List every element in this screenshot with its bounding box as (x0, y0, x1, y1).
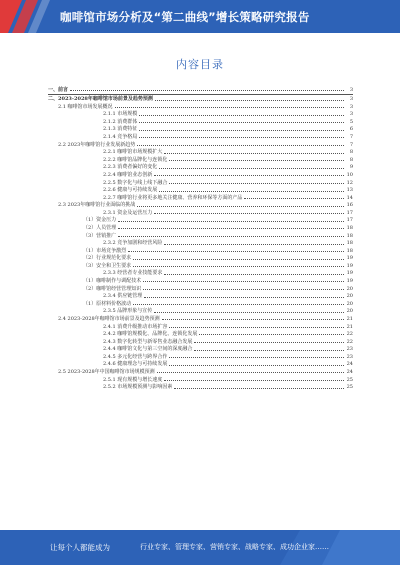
toc-entry-label: 2.1 咖啡馆市场发展概况 (58, 103, 113, 110)
toc-entry[interactable] (48, 352, 353, 360)
toc-entry-page: 12 (346, 179, 353, 186)
toc-leader-dots (194, 342, 344, 343)
toc-leader-dots (169, 327, 344, 328)
toc-entry-page: 14 (346, 194, 353, 201)
toc-leader-dots (133, 304, 344, 305)
toc-entry-label: 2.2.6 健康与可持续发展 (103, 187, 158, 194)
table-of-contents (48, 85, 353, 390)
toc-leader-dots (159, 168, 344, 169)
toc-entry-label: 2.4.6 健康理念与可持续发展 (103, 361, 168, 368)
toc-entry-page: 21 (346, 315, 353, 322)
toc-entry-page: 18 (346, 232, 353, 239)
toc-entry-label: 2.5.2 市场规模预测与影响因素 (103, 384, 173, 391)
toc-entry[interactable] (48, 148, 353, 156)
toc-leader-dots (164, 274, 344, 275)
toc-entry[interactable] (48, 314, 353, 322)
toc-entry-label: （1）资金压力 (83, 217, 117, 224)
toc-heading: 内容目录 (176, 58, 224, 71)
toc-entry[interactable] (48, 284, 353, 292)
toc-entry-page: 19 (346, 278, 353, 285)
toc-entry[interactable] (48, 292, 353, 300)
toc-entry-page: 25 (346, 376, 353, 383)
toc-entry-page: 7 (349, 134, 353, 141)
toc-entry-label: 2.3.1 资金及运营压力 (103, 209, 153, 216)
toc-entry[interactable] (48, 223, 353, 231)
toc-entry-label: （3）安全和卫生要求 (83, 262, 132, 269)
toc-entry-label: （2）人员管理 (83, 224, 117, 231)
toc-entry-page: 8 (349, 156, 353, 163)
toc-entry[interactable] (48, 367, 353, 375)
toc-entry-label: 二、2023-2028年咖啡馆市场前景及趋势预测 (48, 96, 153, 103)
toc-entry[interactable] (48, 330, 353, 338)
toc-entry[interactable] (48, 261, 353, 269)
toc-entry-page: 8 (349, 149, 353, 156)
toc-entry-page: 17 (346, 217, 353, 224)
toc-entry-label: （2）行业规范化要求 (83, 255, 132, 262)
toc-entry-page: 20 (346, 308, 353, 315)
toc-entry-page: 24 (346, 368, 353, 375)
toc-leader-dots (154, 312, 344, 313)
toc-entry[interactable] (48, 246, 353, 254)
toc-entry[interactable] (48, 269, 353, 277)
toc-entry[interactable] (48, 299, 353, 307)
toc-entry-page: 9 (349, 164, 353, 171)
toc-entry-page: 3 (349, 86, 353, 93)
toc-entry-page: 19 (346, 255, 353, 262)
toc-entry-page: 20 (346, 300, 353, 307)
toc-entry[interactable] (48, 186, 353, 194)
toc-leader-dots (139, 122, 344, 123)
toc-entry-label: （1）原材料价格波动 (83, 300, 132, 307)
toc-entry[interactable] (48, 102, 353, 110)
toc-entry-label: 2.3.2 竞争加剧和经营风险 (103, 240, 163, 247)
toc-entry-page: 21 (346, 323, 353, 330)
toc-entry-label: （3）营销推广 (83, 232, 117, 239)
toc-entry[interactable] (48, 132, 353, 140)
toc-entry[interactable] (48, 345, 353, 353)
toc-entry[interactable] (48, 254, 353, 262)
toc-leader-dots (118, 236, 344, 237)
toc-entry[interactable] (48, 208, 353, 216)
toc-leader-dots (154, 175, 344, 176)
toc-leader-dots (169, 160, 344, 161)
toc-entry[interactable] (48, 276, 353, 284)
toc-entry-page: 19 (346, 262, 353, 269)
toc-entry-label: 2.4.5 多元化经营与跨界合作 (103, 353, 168, 360)
toc-entry-page: 19 (346, 270, 353, 277)
toc-entry[interactable] (48, 125, 353, 133)
toc-leader-dots (164, 153, 344, 154)
toc-entry[interactable] (48, 140, 353, 148)
toc-leader-dots (133, 266, 344, 267)
toc-leader-dots (144, 297, 344, 298)
toc-entry-label: 2.3.5 品牌形象与宣传 (103, 308, 153, 315)
header-bar (0, 0, 400, 33)
toc-leader-dots (139, 115, 344, 116)
toc-leader-dots (169, 357, 344, 358)
toc-entry-label: 一、前言 (48, 86, 69, 93)
toc-entry-page: 24 (346, 361, 353, 368)
toc-leader-dots (244, 198, 344, 199)
toc-entry-page: 23 (346, 346, 353, 353)
toc-entry-page: 18 (346, 240, 353, 247)
toc-entry[interactable] (48, 239, 353, 247)
toc-leader-dots (70, 90, 344, 91)
toc-entry[interactable] (48, 231, 353, 239)
footer-tagline: 行业专家、管理专家、营销专家、战略专家、成功企业家…… (140, 543, 329, 551)
toc-leader-dots (194, 350, 344, 351)
toc-leader-dots (155, 100, 344, 101)
toc-leader-dots (169, 365, 344, 366)
toc-entry-page: 6 (349, 126, 353, 133)
toc-entry[interactable] (48, 110, 353, 118)
toc-entry-label: 2.4.1 消费升级推动市场扩容 (103, 323, 168, 330)
toc-leader-dots (157, 372, 344, 373)
footer-slogan: 让每个人都能成为 (50, 543, 110, 552)
toc-leader-dots (199, 334, 344, 335)
toc-entry-page: 18 (346, 247, 353, 254)
toc-leader-dots (139, 130, 344, 131)
toc-entry-label: （2）咖啡馆经营管理知识 (83, 285, 142, 292)
toc-entry-label: 2.1.4 竞争格局 (103, 134, 138, 141)
toc-leader-dots (133, 259, 344, 260)
toc-leader-dots (139, 137, 344, 138)
toc-entry-label: 2.2 2023年咖啡馆行业发展新趋势 (58, 141, 136, 148)
toc-leader-dots (164, 244, 344, 245)
toc-entry-label: 2.4.3 数字化转型与新零售业态融合发展 (103, 338, 193, 345)
toc-entry-label: 2.2.4 咖啡馆业态创新 (103, 171, 153, 178)
toc-leader-dots (159, 191, 344, 192)
toc-entry-label: 2.1.1 市场规模 (103, 111, 138, 118)
toc-entry-label: 2.2.1 咖啡馆市场规模扩大 (103, 149, 163, 156)
toc-entry-page: 10 (346, 171, 353, 178)
toc-entry-label: 2.4.4 咖啡馆文化与第三空间的深度融合 (103, 346, 193, 353)
toc-entry-label: 2.1.3 消费特征 (103, 126, 138, 133)
toc-entry-label: 2.4 2023-2028年咖啡馆市场前景及趋势预测 (58, 315, 160, 322)
toc-entry-page: 20 (346, 293, 353, 300)
toc-entry-page: 23 (346, 353, 353, 360)
toc-entry-label: 2.2.7 咖啡馆行业将更多地关注健康、营养和环保等方面的产品 (103, 194, 243, 201)
toc-entry[interactable] (48, 163, 353, 171)
toc-entry[interactable] (48, 117, 353, 125)
toc-leader-dots (137, 206, 344, 207)
toc-leader-dots (162, 319, 344, 320)
toc-entry-label: 2.2.2 咖啡馆品牌化与连锁化 (103, 156, 168, 163)
toc-leader-dots (164, 380, 344, 381)
toc-entry-label: 2.3.4 供应链管理 (103, 293, 143, 300)
toc-entry[interactable] (48, 383, 353, 391)
toc-entry-page: 20 (346, 285, 353, 292)
toc-entry-page: 22 (346, 338, 353, 345)
footer-bar (0, 530, 400, 565)
toc-leader-dots (118, 228, 344, 229)
toc-leader-dots (169, 183, 344, 184)
toc-entry-label: （1）市场竞争激烈 (83, 247, 127, 254)
toc-entry-label: 2.3 2023年咖啡馆行业面临的挑战 (58, 202, 136, 209)
toc-entry-page: 3 (349, 103, 353, 110)
toc-entry[interactable] (48, 375, 353, 383)
toc-entry[interactable] (48, 307, 353, 315)
toc-entry-label: 2.5.1 现有规模与增长速度 (103, 376, 163, 383)
toc-leader-dots (128, 251, 344, 252)
toc-entry-page: 16 (346, 202, 353, 209)
toc-leader-dots (154, 213, 344, 214)
header-decoration-icon (0, 0, 60, 33)
toc-entry-label: 2.5 2023-2028年中国咖啡馆市场规模预测 (58, 368, 155, 375)
toc-leader-dots (118, 221, 344, 222)
toc-entry[interactable] (48, 178, 353, 186)
toc-entry[interactable] (48, 193, 353, 201)
toc-entry-page: 3 (349, 111, 353, 118)
toc-entry[interactable] (48, 95, 353, 103)
toc-entry[interactable] (48, 85, 353, 93)
toc-entry-page: 25 (346, 384, 353, 391)
toc-entry-page: 7 (349, 141, 353, 148)
toc-entry[interactable] (48, 155, 353, 163)
toc-entry[interactable] (48, 170, 353, 178)
toc-entry-label: 2.2.5 数字化与线上线下融合 (103, 179, 168, 186)
toc-entry-label: 2.3.3 经营者专业技能要求 (103, 270, 163, 277)
toc-leader-dots (115, 107, 344, 108)
toc-entry-page: 22 (346, 331, 353, 338)
report-title: 咖啡馆市场分析及“第二曲线”增长策略研究报告 (60, 10, 310, 24)
toc-entry-label: 2.4.2 咖啡馆规模化、品牌化、连锁化发展 (103, 331, 198, 338)
toc-entry-page: 18 (346, 224, 353, 231)
toc-entry-label: 2.2.3 消费者偏好的变化 (103, 164, 158, 171)
toc-entry[interactable] (48, 360, 353, 368)
toc-entry[interactable] (48, 201, 353, 209)
toc-entry[interactable] (48, 216, 353, 224)
toc-entry[interactable] (48, 322, 353, 330)
toc-entry-label: 2.1.2 消费群体 (103, 118, 138, 125)
toc-leader-dots (143, 289, 344, 290)
toc-entry-page: 3 (349, 96, 353, 103)
toc-leader-dots (174, 388, 344, 389)
toc-entry-page: 17 (346, 209, 353, 216)
toc-entry-label: （1）咖啡制作与调配技术 (83, 278, 142, 285)
toc-entry-page: 13 (346, 187, 353, 194)
toc-entry-page: 5 (349, 118, 353, 125)
toc-entry[interactable] (48, 337, 353, 345)
toc-leader-dots (137, 145, 344, 146)
toc-leader-dots (143, 281, 344, 282)
